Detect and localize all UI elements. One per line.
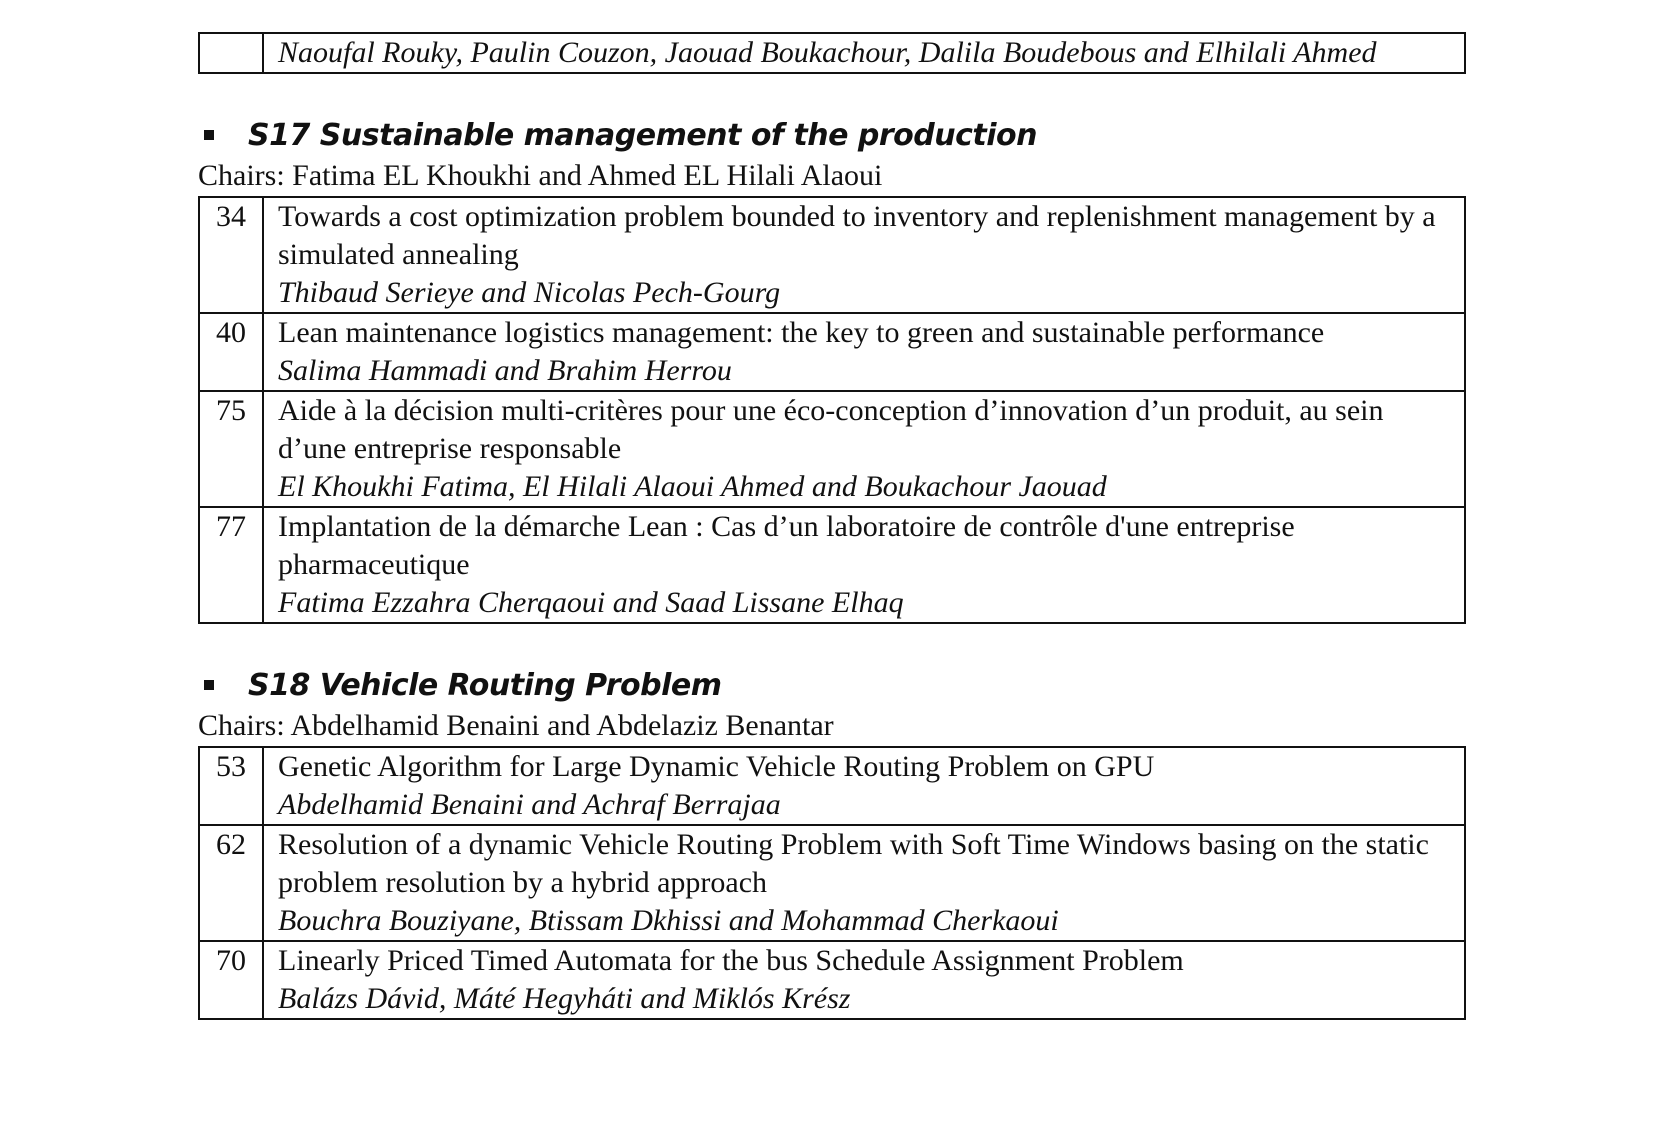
paper-cell: [263, 941, 1465, 1019]
paper-authors: Naoufal Rouky, Paulin Couzon, Jaouad Boukachour, Dalila Boudebous and Elhilali Ahmed: [278, 36, 1377, 69]
paper-number: [199, 33, 263, 73]
papers-table: [198, 196, 1466, 624]
square-bullet-icon: [204, 130, 214, 140]
paper-authors: Thibaud Serieye and Nicolas Pech-Gourg: [278, 276, 781, 309]
session-heading: [198, 116, 1466, 156]
session-chairs: Chairs: Abdelhamid Benaini and Abdelaziz Benantar: [198, 709, 834, 742]
session-title: S17 Sustainable management of the production: [248, 118, 1037, 153]
session-title: S18 Vehicle Routing Problem: [248, 668, 722, 703]
table-row: [199, 391, 1465, 507]
table-row: [199, 197, 1465, 313]
paper-number: 62: [199, 825, 263, 941]
paper-cell: [263, 507, 1465, 623]
paper-number: 70: [199, 941, 263, 1019]
paper-number: 34: [199, 197, 263, 313]
paper-title: Towards a cost optimization problem bounded to inventory and replenishment management by a simulated annealing: [278, 200, 1436, 271]
paper-cell: [263, 313, 1465, 391]
table-row: [199, 747, 1465, 825]
paper-title: Implantation de la démarche Lean : Cas d’un laboratoire de contrôle d'une entreprise pharmaceutique: [278, 510, 1295, 581]
session-chairs: Chairs: Fatima EL Khoukhi and Ahmed EL Hilali Alaoui: [198, 159, 883, 192]
square-bullet-icon: [204, 680, 214, 690]
paper-authors: El Khoukhi Fatima, El Hilali Alaoui Ahmed and Boukachour Jaouad: [278, 470, 1107, 503]
program-page: [198, 32, 1466, 1020]
paper-cell: [263, 391, 1465, 507]
paper-title: Aide à la décision multi-critères pour une éco-conception d’innovation d’un produit, au sein d’une entreprise responsable: [278, 394, 1384, 465]
paper-title: Linearly Priced Timed Automata for the bus Schedule Assignment Problem: [278, 944, 1184, 977]
session-heading: [198, 666, 1466, 706]
paper-authors: Balázs Dávid, Máté Hegyháti and Miklós Krész: [278, 982, 851, 1015]
table-row: [199, 507, 1465, 623]
session-s18: [198, 666, 1466, 1020]
paper-title: Resolution of a dynamic Vehicle Routing Problem with Soft Time Windows basing on the static problem resolution by a hybrid approach: [278, 828, 1429, 899]
paper-authors: Bouchra Bouziyane, Btissam Dkhissi and Mohammad Cherkaoui: [278, 904, 1059, 937]
table-row: [199, 941, 1465, 1019]
table-row: [199, 313, 1465, 391]
papers-table: [198, 746, 1466, 1020]
paper-cell: [263, 33, 1465, 73]
table-row: [199, 825, 1465, 941]
paper-title: Genetic Algorithm for Large Dynamic Vehicle Routing Problem on GPU: [278, 750, 1155, 783]
paper-authors: Salima Hammadi and Brahim Herrou: [278, 354, 732, 387]
papers-table-continued: [198, 32, 1466, 74]
paper-authors: Abdelhamid Benaini and Achraf Berrajaa: [278, 788, 781, 821]
table-row: [199, 33, 1465, 73]
paper-number: 75: [199, 391, 263, 507]
paper-cell: [263, 747, 1465, 825]
paper-cell: [263, 197, 1465, 313]
paper-authors: Fatima Ezzahra Cherqaoui and Saad Lissane Elhaq: [278, 586, 904, 619]
paper-cell: [263, 825, 1465, 941]
paper-title: Lean maintenance logistics management: the key to green and sustainable performance: [278, 316, 1325, 349]
paper-number: 77: [199, 507, 263, 623]
session-s17: [198, 116, 1466, 624]
paper-number: 40: [199, 313, 263, 391]
paper-number: 53: [199, 747, 263, 825]
